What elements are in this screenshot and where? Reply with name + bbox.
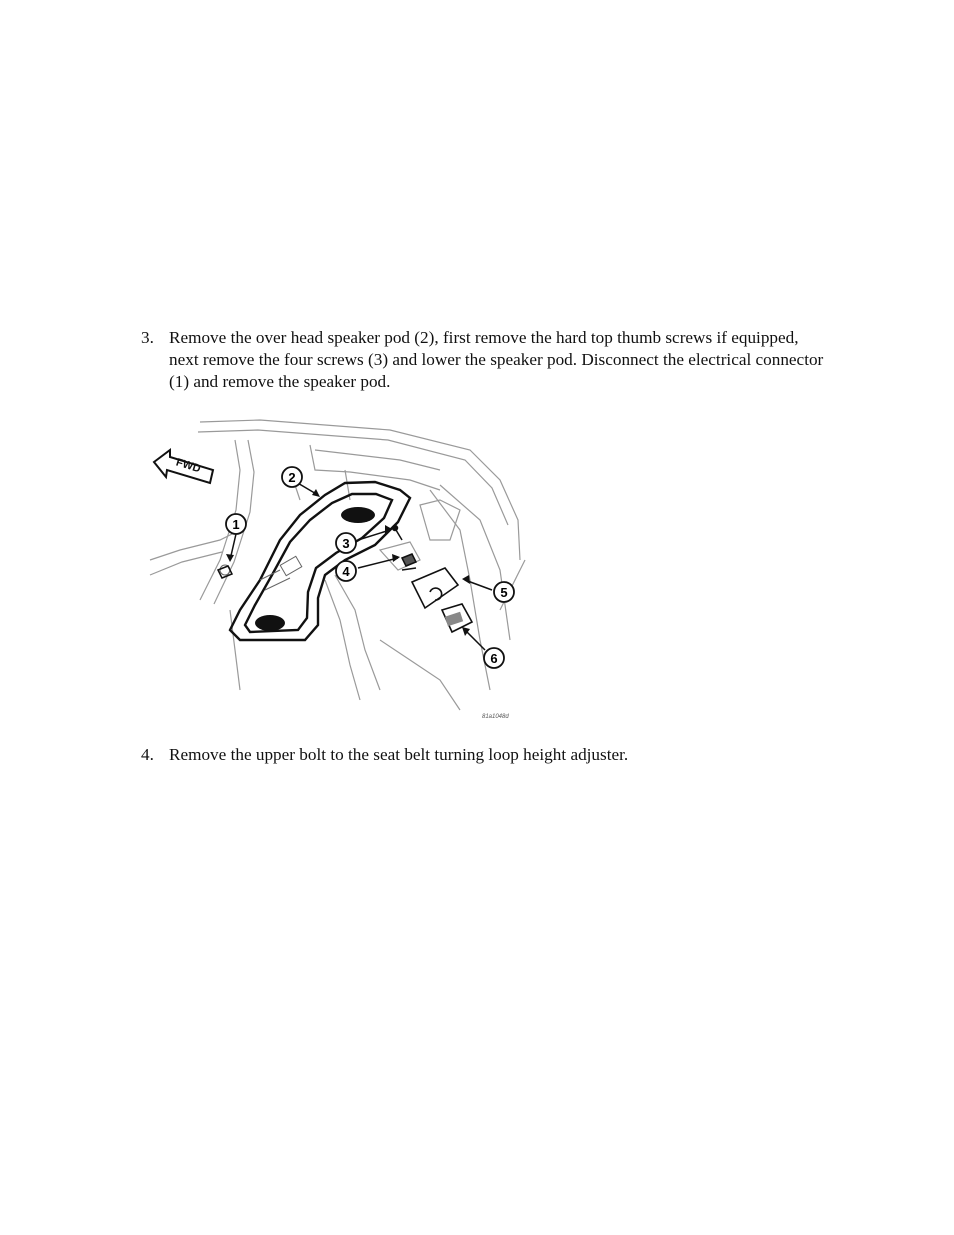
callout-5: [494, 582, 514, 602]
trim-cap: [445, 612, 463, 626]
svg-text:4: 4: [342, 564, 350, 579]
callout-2: [282, 467, 302, 487]
callout-3: [336, 533, 356, 553]
svg-text:6: 6: [490, 651, 498, 666]
svg-text:1: 1: [232, 517, 240, 532]
trim-bracket: [402, 568, 472, 632]
step-number: 4.: [141, 745, 154, 764]
figure-id: 81a1048d: [482, 714, 509, 720]
step-4: [141, 744, 831, 766]
step-number: 3.: [141, 328, 154, 347]
svg-text:5: 5: [500, 585, 508, 600]
speaker-cone: [255, 615, 285, 631]
forward-direction-arrow: [154, 450, 213, 483]
step-text: Remove the over head speaker pod (2), first remove the hard top thumb screws if equipped, next remove the four screws (3) and lower the speaker pod. Disconnect the electrical connector (1) and remove the speaker pod.: [169, 328, 824, 391]
speaker-cone: [341, 507, 375, 523]
fwd-label: FWD: [174, 456, 203, 476]
callout-4: [336, 561, 356, 581]
callout-1: [226, 514, 246, 534]
callout-6: [484, 648, 504, 668]
step-3: [141, 327, 831, 393]
svg-text:2: 2: [288, 470, 296, 485]
step-text: Remove the upper bolt to the seat belt turning loop height adjuster.: [169, 745, 629, 764]
svg-text:3: 3: [342, 536, 350, 551]
speaker-pod-illustration: [140, 410, 535, 722]
